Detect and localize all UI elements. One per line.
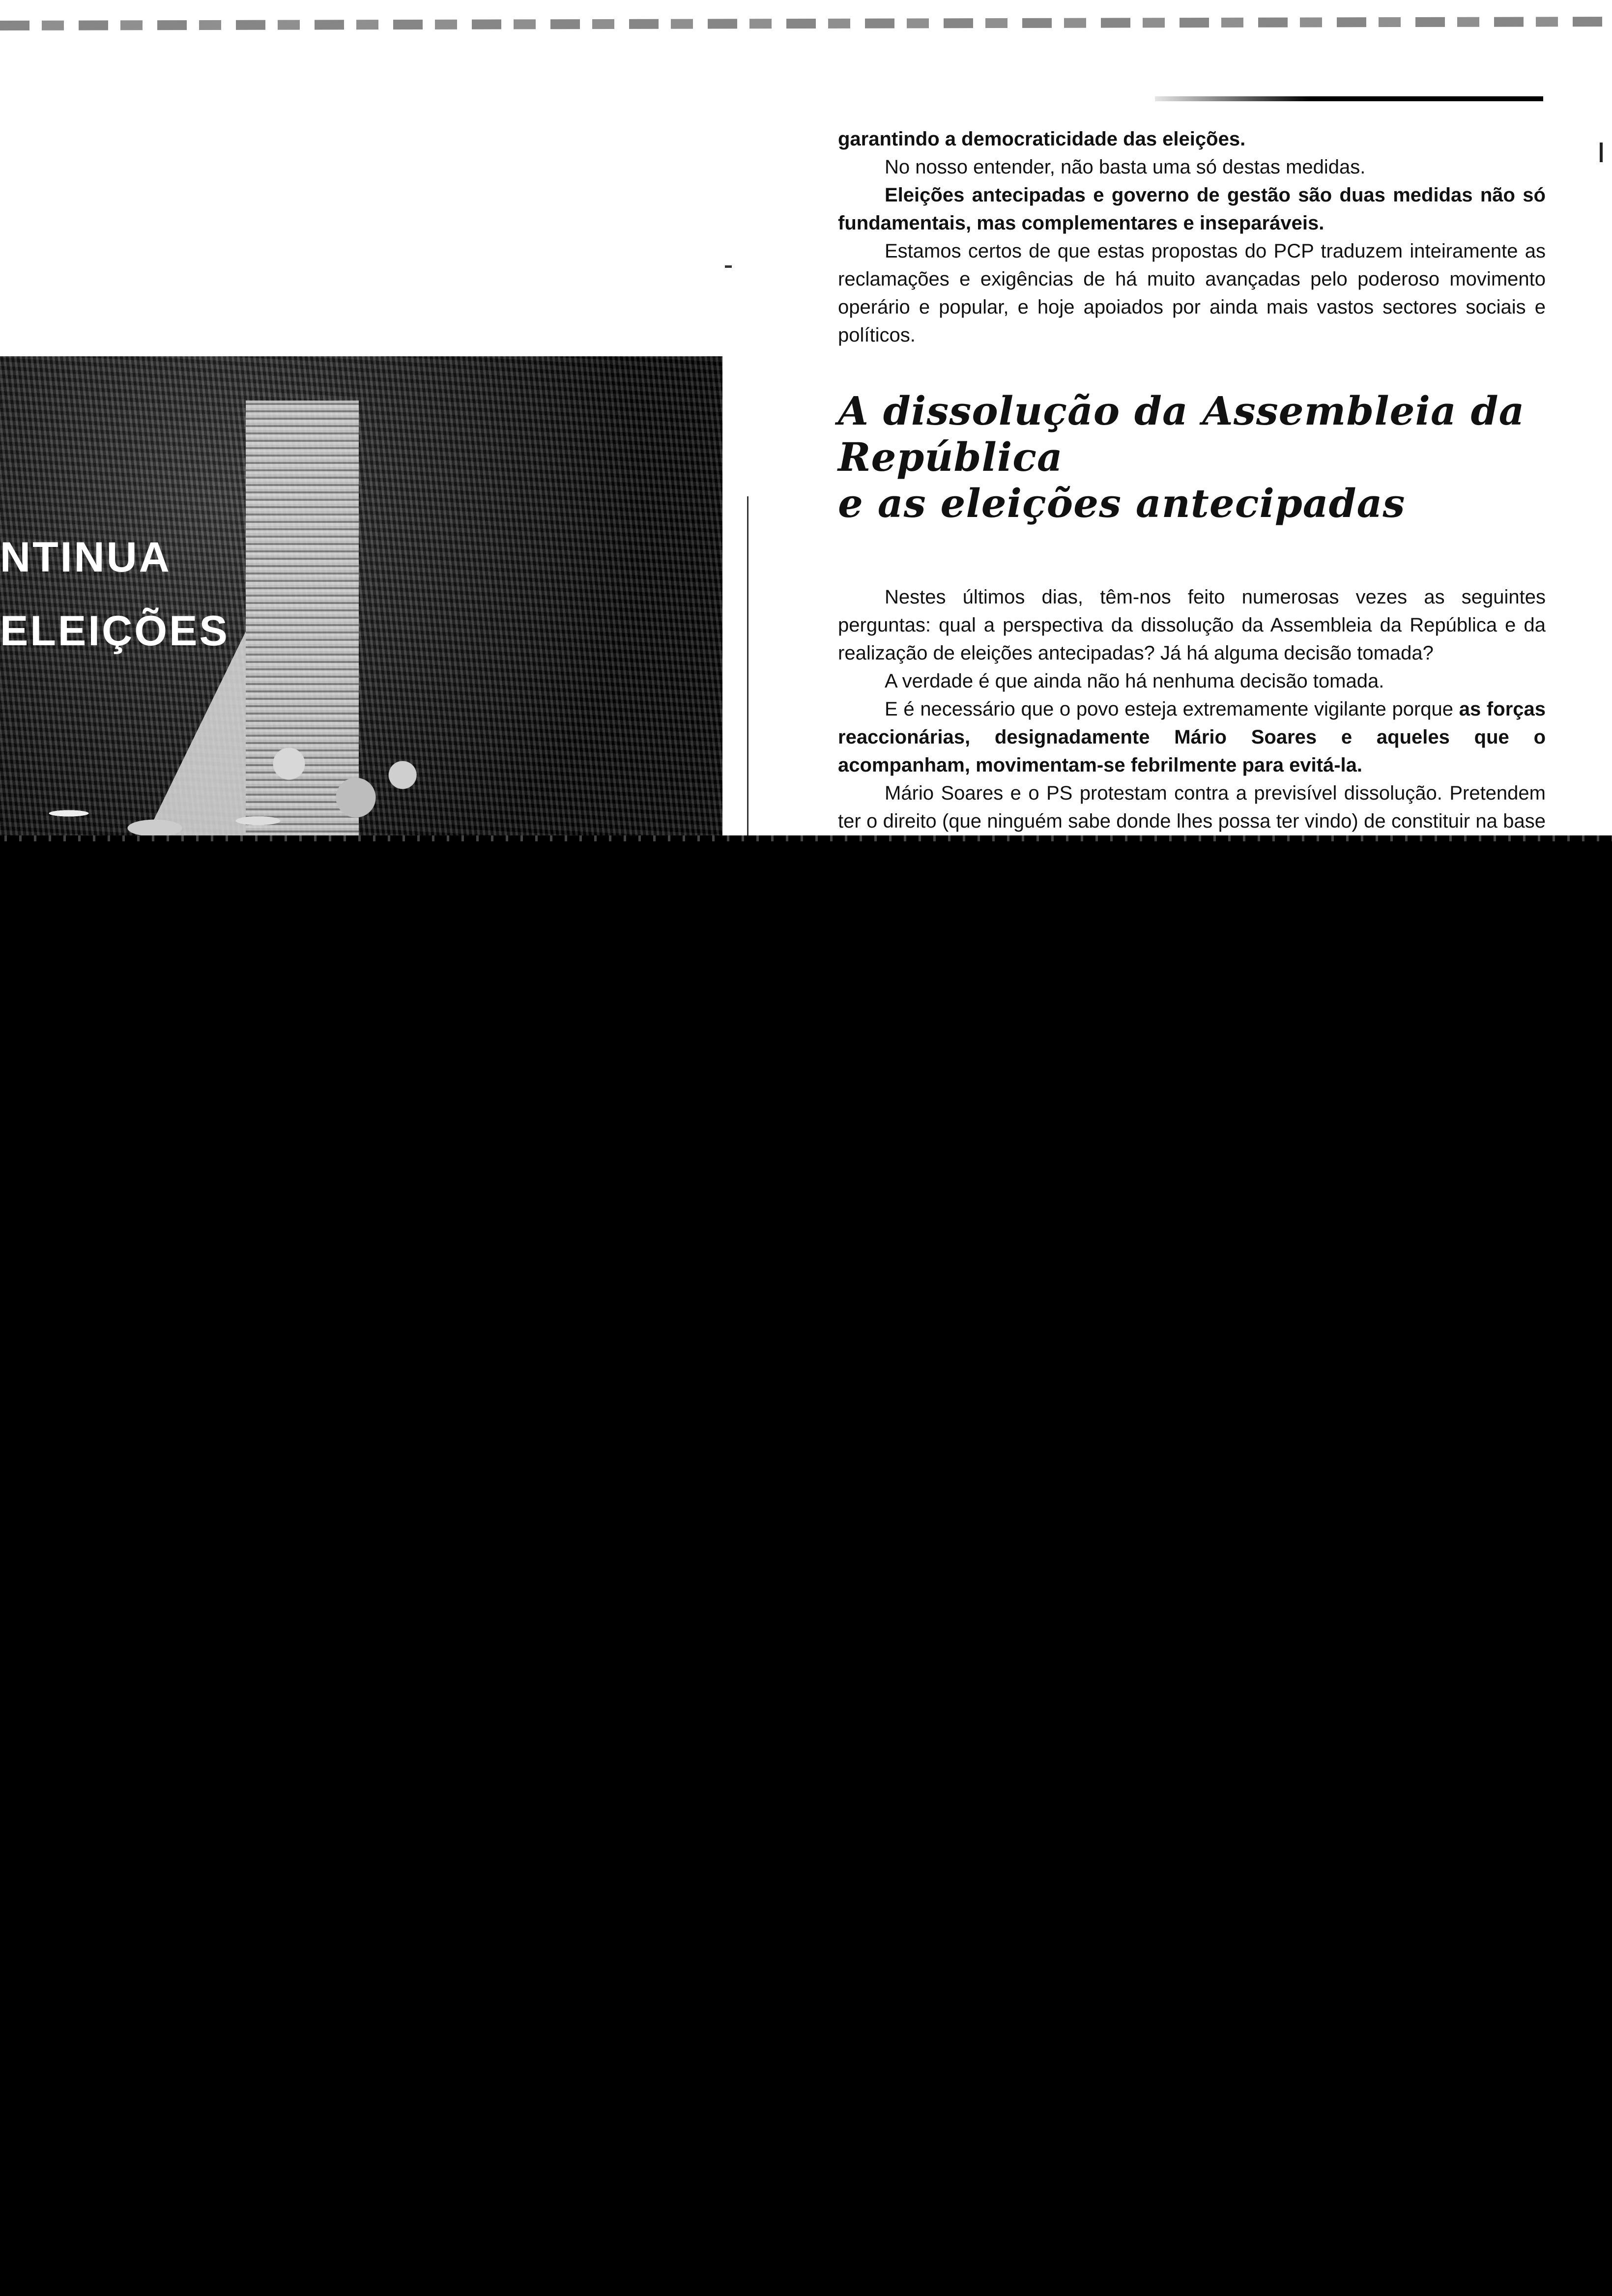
photo-crowd xyxy=(0,769,344,843)
paragraph-text: E é necessário que o povo esteja extremamente vigilante porque xyxy=(885,698,1459,720)
article-column xyxy=(838,125,1546,863)
demonstration-photo xyxy=(0,356,722,843)
photo-banner-line-2: ELEIÇÕES xyxy=(0,607,230,655)
paragraph xyxy=(838,125,1546,153)
paragraph xyxy=(838,181,1546,237)
paragraph xyxy=(838,695,1546,779)
photo-banner-line-1: NTINUA xyxy=(0,534,172,581)
paragraph: Mário Soares e o PS protestam contra a previsível dissolução. Pretendem ter o direito (que ninguém sabe donde lhes possa ter vindo) de constituir na base xyxy=(838,782,1546,832)
paragraph: Nestes últimos dias, têm-nos feito numerosas vezes as seguintes perguntas: qual a perspectiva da dissolução da Assembleia da República e da realização de eleições antecipadas? Já há alguma decisão tomada? xyxy=(838,586,1546,664)
column-top-rule xyxy=(1155,96,1543,101)
margin-mark xyxy=(1600,143,1603,162)
section-heading-line-1: A dissolução da Assembleia da República xyxy=(838,388,1525,480)
section-heading xyxy=(838,388,1546,526)
margin-mark xyxy=(725,265,732,268)
paragraph: A verdade é que ainda não há nenhuma decisão tomada. xyxy=(885,670,1384,692)
column-divider xyxy=(747,496,748,840)
paragraph: No nosso entender, não basta uma só destas medidas. xyxy=(885,156,1366,178)
section-heading-line-2: e as eleições antecipadas xyxy=(838,480,1406,526)
paragraph-bold-text: garantindo a democraticidade das eleições. xyxy=(838,128,1246,150)
scan-noise-top xyxy=(0,15,1612,34)
scan-black-area xyxy=(0,841,1612,2296)
paragraph-bold-text: Eleições antecipadas e governo de gestão são duas medidas não só fundamentais, mas complementares e inseparáveis. xyxy=(838,184,1546,234)
paragraph: Estamos certos de que estas propostas do PCP traduzem inteiramente as reclamações e exigências de há muito avançadas pelo poderoso movimento operário e popular, e hoje apoiados por ainda mais vastos sectores sociais e políticos. xyxy=(838,240,1546,346)
paragraph-bold-text: as forças reaccionárias, designadamente Mário Soares e aqueles que o acompanham, movimentam-se febrilmente para evitá-la. xyxy=(838,698,1546,776)
